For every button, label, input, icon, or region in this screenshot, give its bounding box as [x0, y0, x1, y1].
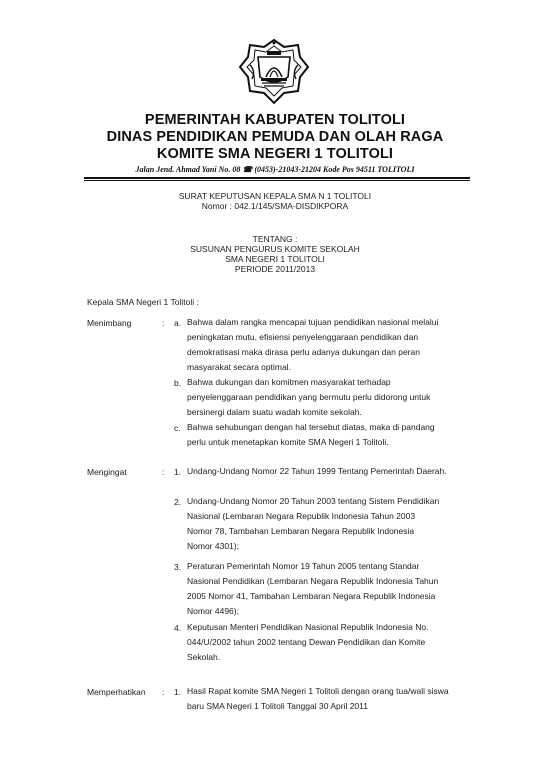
mengingat-4-marker: 4. [174, 623, 182, 633]
regency-emblem-logo [236, 37, 312, 107]
text-line: baru SMA Negeri 1 Tolitoli Tanggal 30 April 2011 [187, 701, 368, 711]
menimbang-a-text [187, 315, 470, 375]
subject-line-2: SMA NEGERI 1 TOLITOLI [225, 254, 325, 264]
memperhatikan-label: Memperhatikan [87, 687, 146, 697]
text-line: Peraturan Pemerintah Nomor 19 Tahun 2005 tentang Standar [187, 561, 420, 571]
mengingat-2-text [187, 494, 470, 554]
letterhead-line-department: DINAS PENDIDIKAN PEMUDA DAN OLAH RAGA [106, 129, 444, 145]
text-line: perlu untuk menetapkan komite SMA Negeri 1 Tolitoli. [187, 437, 389, 447]
letterhead-line-government: PEMERINTAH KABUPATEN TOLITOLI [144, 112, 406, 128]
menimbang-b-marker: b. [174, 378, 182, 388]
text-line: penyelenggaraan pendidikan yang bermutu perlu didorong untuk [187, 392, 431, 402]
mengingat-colon: : [162, 467, 165, 477]
decree-number: Nomor : 042.1/145/SMA-DISDIKPORA [201, 201, 349, 211]
mengingat-4-text [187, 620, 470, 665]
mengingat-1-marker: 1. [174, 467, 182, 477]
opening-line: Kepala SMA Negeri 1 Tolitoli : [87, 297, 199, 307]
text-line: 2005 Nomor 41, Tambahan Lembaran Negara Republik Indonesia [187, 591, 436, 601]
mengingat-2-marker: 2. [174, 497, 182, 507]
menimbang-colon: : [162, 318, 165, 328]
text-line: Nomor 4301); [187, 541, 239, 551]
text-line: Bahwa dukungan dan komitmen masyarakat terhadap [187, 377, 391, 387]
mengingat-3-text [187, 559, 470, 619]
menimbang-label: Menimbang [87, 318, 132, 328]
letterhead-line-committee: KOMITE SMA NEGERI 1 TOLITOLI [156, 146, 394, 162]
subject-line-3: PERIODE 2011/2013 [234, 264, 316, 274]
decree-title: SURAT KEPUTUSAN KEPALA SMA N 1 TOLITOLI [178, 191, 372, 201]
text-line: Bahwa dalam rangka mencapai tujuan pendidikan nasional melalui [187, 317, 439, 327]
text-line: Sekolah. [187, 652, 221, 662]
text-line: bersinergi dalam suatu wadah komite sekolah. [187, 407, 362, 417]
text-line: Keputusan Menteri Pendidikan Nasional Republik Indonesia No. [187, 622, 429, 632]
menimbang-b-text [187, 375, 470, 420]
memperhatikan-colon: : [162, 687, 165, 697]
mengingat-3-marker: 3. [174, 562, 182, 572]
text-line: demokratisasi maka dirasa perlu adanya dukungan dan peran [187, 347, 420, 357]
menimbang-c-marker: c. [174, 423, 181, 433]
text-line: Nasional Pendidikan (Lembaran Negara Republik Indonesia Tahun [187, 576, 439, 586]
letterhead-rule-thin [84, 180, 470, 181]
subject-label: TENTANG : [252, 234, 298, 244]
memperhatikan-1-marker: 1. [174, 687, 182, 697]
mengingat-1-text [187, 464, 470, 479]
text-line: Undang-Undang Nomor 20 Tahun 2003 tentang Sistem Pendidikan [187, 496, 440, 506]
text-line: Nasional (Lembaran Negara Republik Indonesia Tahun 2003 [187, 511, 416, 521]
text-line: peningkatan mutu, efisiensi penyelenggaraan pendidikan dan [187, 332, 419, 342]
text-line: Nomor 78, Tambahan Lembaran Negara Republik Indonesia [187, 526, 415, 536]
text-line: Hasil Rapat komite SMA Negeri 1 Tolitoli dengan orang tua/wali siswa [187, 686, 449, 696]
mengingat-label: Mengingat [87, 467, 127, 477]
letterhead-rule-thick [84, 177, 470, 179]
menimbang-c-text [187, 420, 470, 450]
letterhead-address: Jalan Jend. Ahmad Yani No. 08 ☎ (0453)-21043-21204 Kode Pos 94511 TOLITOLI [135, 165, 415, 174]
text-line: 044/U/2002 tahun 2002 tentang Dewan Pendidikan dan Komite [187, 637, 426, 647]
text-line: Nomor 4496); [187, 606, 239, 616]
subject-line-1: SUSUNAN PENGURUS KOMITE SEKOLAH [190, 244, 360, 254]
text-line: masyarakat secara optimal. [187, 362, 291, 372]
memperhatikan-1-text [187, 684, 477, 714]
text-line: Bahwa sehubungan dengan hal tersebut diatas, maka di pandang [187, 422, 435, 432]
text-line: Undang-Undang Nomor 22 Tahun 1999 Tentang Pemerintah Daerah. [187, 466, 447, 476]
menimbang-a-marker: a. [174, 318, 182, 328]
